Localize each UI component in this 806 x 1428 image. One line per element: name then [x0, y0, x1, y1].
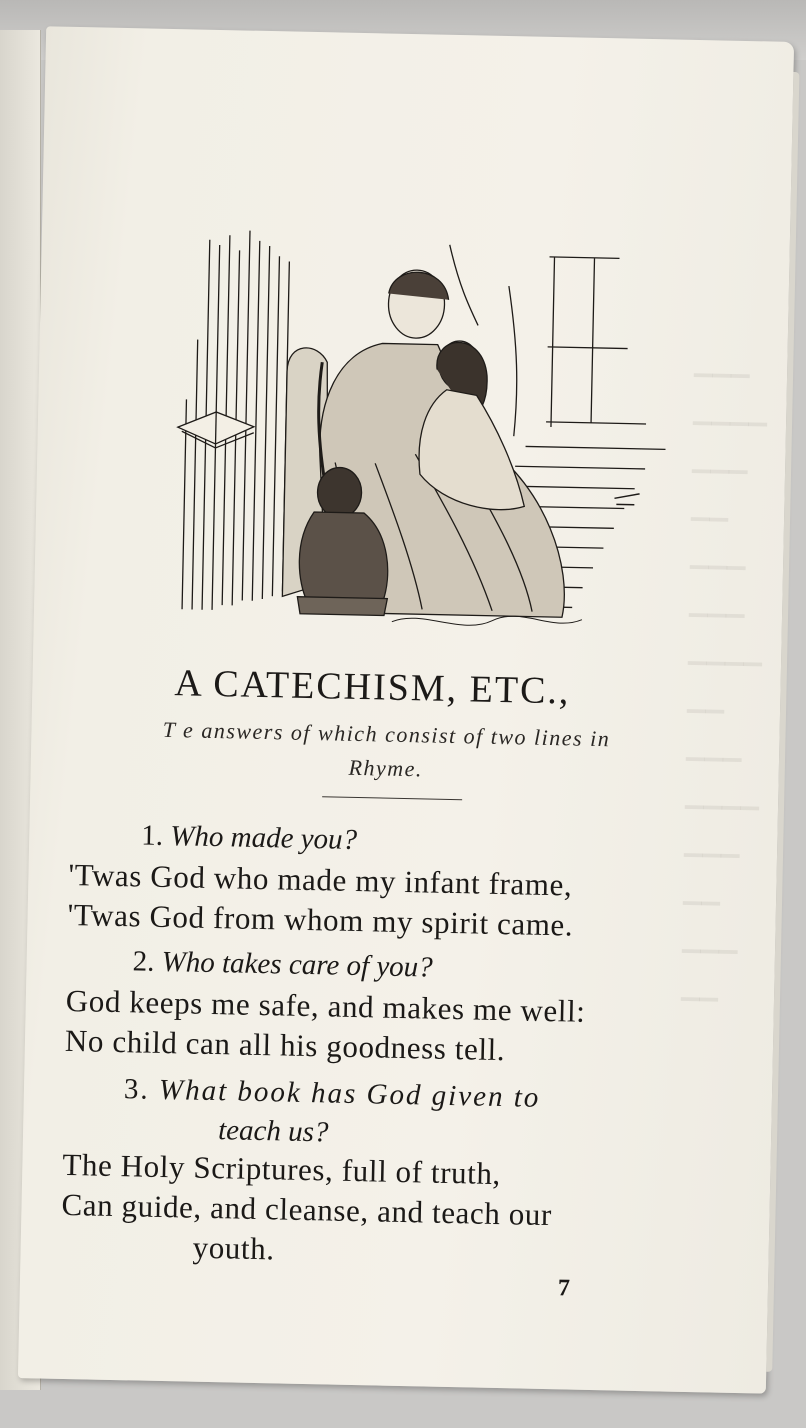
question-text: Who made you?	[169, 820, 358, 857]
answer-line: No child can all his goodness tell.	[64, 1022, 506, 1068]
question-text: What book has God given to	[158, 1073, 541, 1114]
answer-line: 'Twas God from whom my spirit came.	[67, 896, 574, 943]
page-number: 7	[557, 1275, 571, 1302]
subtitle-line: T e answers of which consist of two lines in	[162, 716, 611, 752]
catechism-body	[60, 807, 719, 1279]
show-through-text: ▁▁▁ ▁▁▁▁ ▁▁▁ ▁▁ ▁▁▁ ▁▁▁ ▁▁▁▁ ▁▁ ▁▁▁ ▁▁▁▁ ▁▁▁ ▁▁ ▁▁▁ ▁▁	[680, 350, 768, 1002]
subtitle-line: Rhyme.	[348, 754, 424, 782]
question-continuation: teach us?	[217, 1114, 329, 1149]
question-number: 2.	[132, 945, 155, 978]
answer-line: God keeps me safe, and makes me well:	[65, 982, 586, 1029]
answer-line: The Holy Scriptures, full of truth,	[62, 1146, 502, 1192]
question-number: 1.	[140, 819, 164, 852]
divider-rule	[322, 796, 462, 800]
engraving-illustration	[142, 199, 671, 640]
question-text: Who takes care of you?	[161, 945, 434, 984]
page-edge	[766, 72, 799, 1372]
answer-line-end: youth.	[192, 1229, 276, 1267]
answer-line: 'Twas God who made my infant frame,	[68, 856, 573, 903]
book-page	[18, 26, 794, 1393]
answer-line: Can guide, and cleanse, and teach our	[61, 1186, 553, 1233]
question-number: 3.	[123, 1073, 151, 1106]
subtitle	[80, 711, 691, 792]
page-title: A CATECHISM, ETC.,	[174, 662, 571, 713]
